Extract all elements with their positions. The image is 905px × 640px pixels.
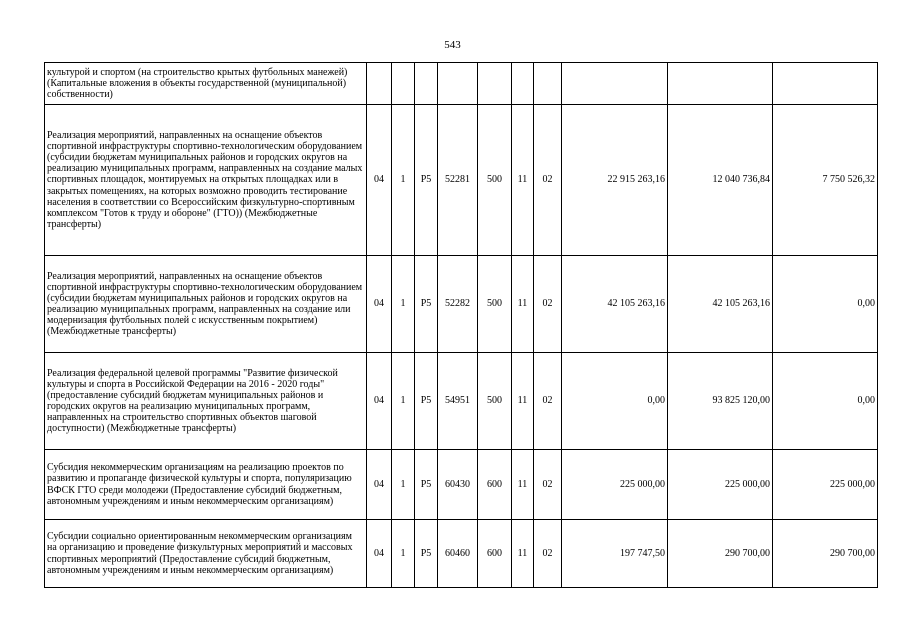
code-cell: 500 [478, 105, 512, 256]
amount-cell [773, 63, 878, 105]
table-row [45, 353, 878, 450]
amount-cell: 42 105 263,16 [562, 256, 668, 353]
amount-cell: 197 747,50 [562, 520, 668, 588]
code-cell: 11 [512, 256, 534, 353]
amount-cell: 42 105 263,16 [668, 256, 773, 353]
code-cell: 52282 [438, 256, 478, 353]
code-cell: 1 [392, 353, 415, 450]
code-cell [367, 63, 392, 105]
code-cell [512, 63, 534, 105]
amount-cell: 22 915 263,16 [562, 105, 668, 256]
code-cell: 60430 [438, 450, 478, 520]
code-cell: 1 [392, 105, 415, 256]
table-row [45, 63, 878, 105]
code-cell: 04 [367, 353, 392, 450]
code-cell [415, 63, 438, 105]
code-cell: 04 [367, 520, 392, 588]
amount-cell: 0,00 [562, 353, 668, 450]
amount-cell: 225 000,00 [668, 450, 773, 520]
page-number: 543 [444, 39, 461, 51]
amount-cell: 290 700,00 [773, 520, 878, 588]
row-description: культурой и спортом (на строительство крытых футбольных манежей) (Капитальные вложения в объекты государственной (муниципальной) собственности) [45, 63, 367, 105]
code-cell [438, 63, 478, 105]
row-description: Субсидии социально ориентированным некоммерческим организациям на организацию и проведение физкультурных мероприятий и массовых спортивных мероприятий (Предоставление субсидий бюджетным, автономным учреждениям и иным некоммерческим организациям) [45, 520, 367, 588]
amount-cell: 225 000,00 [773, 450, 878, 520]
code-cell: 1 [392, 256, 415, 353]
row-description: Реализация мероприятий, направленных на оснащение объектов спортивной инфраструктуры спортивно-технологическим оборудованием (субсидии бюджетам муниципальных районов и городских округов на реализацию муниципальных программ, направленных на создание или модернизация футбольных полей с искусственным покрытием) (Межбюджетные трансферты) [45, 256, 367, 353]
code-cell: 1 [392, 450, 415, 520]
code-cell: P5 [415, 256, 438, 353]
code-cell [478, 63, 512, 105]
amount-cell: 12 040 736,84 [668, 105, 773, 256]
amount-cell: 0,00 [773, 353, 878, 450]
row-description: Реализация мероприятий, направленных на оснащение объектов спортивной инфраструктуры спортивно-технологическим оборудованием (субсидии бюджетам муниципальных районов и городских округов на реализацию муниципальных программ, направленных на создание малых спортивных площадок, монтируемых на открытых площадках или в закрытых помещениях, на которых возможно проводить тестирование населения в соответствии со Всероссийским физкультурно-спортивным комплексом "Готов к труду и обороне" (ГТО)) (Межбюджетные трансферты) [45, 105, 367, 256]
code-cell: 54951 [438, 353, 478, 450]
table-row [45, 256, 878, 353]
code-cell [534, 63, 562, 105]
code-cell: 1 [392, 520, 415, 588]
row-description: Реализация федеральной целевой программы "Развитие физической культуры и спорта в Российской Федерации на 2016 - 2020 годы" (предоставление субсидий бюджетам муниципальных районов и городских округов на реализацию муниципальных программ, направленных на строительство спортивных объектов шаговой доступности) (Межбюджетные трансферты) [45, 353, 367, 450]
amount-cell: 290 700,00 [668, 520, 773, 588]
amount-cell: 0,00 [773, 256, 878, 353]
amount-cell: 93 825 120,00 [668, 353, 773, 450]
code-cell [392, 63, 415, 105]
row-description: Субсидия некоммерческим организациям на реализацию проектов по развитию и пропаганде физической культуры и спорта, популяризацию ВФСК ГТО среди молодежи (Предоставление субсидий бюджетным, автономным учреждениям и иным некоммерческим организациям) [45, 450, 367, 520]
code-cell: 02 [534, 353, 562, 450]
amount-cell [562, 63, 668, 105]
code-cell: 600 [478, 520, 512, 588]
code-cell: 04 [367, 256, 392, 353]
code-cell: 11 [512, 105, 534, 256]
code-cell: 11 [512, 353, 534, 450]
amount-cell [668, 63, 773, 105]
code-cell: 500 [478, 353, 512, 450]
code-cell: P5 [415, 353, 438, 450]
amount-cell: 225 000,00 [562, 450, 668, 520]
code-cell: P5 [415, 450, 438, 520]
code-cell: 04 [367, 450, 392, 520]
code-cell: 11 [512, 520, 534, 588]
code-cell: 04 [367, 105, 392, 256]
code-cell: P5 [415, 105, 438, 256]
code-cell: 60460 [438, 520, 478, 588]
code-cell: 02 [534, 105, 562, 256]
amount-cell: 7 750 526,32 [773, 105, 878, 256]
table-row [45, 520, 878, 588]
code-cell: 02 [534, 256, 562, 353]
code-cell: P5 [415, 520, 438, 588]
code-cell: 02 [534, 450, 562, 520]
code-cell: 52281 [438, 105, 478, 256]
code-cell: 02 [534, 520, 562, 588]
table-row [45, 450, 878, 520]
code-cell: 500 [478, 256, 512, 353]
budget-table [44, 62, 878, 588]
code-cell: 11 [512, 450, 534, 520]
table-row [45, 105, 878, 256]
code-cell: 600 [478, 450, 512, 520]
